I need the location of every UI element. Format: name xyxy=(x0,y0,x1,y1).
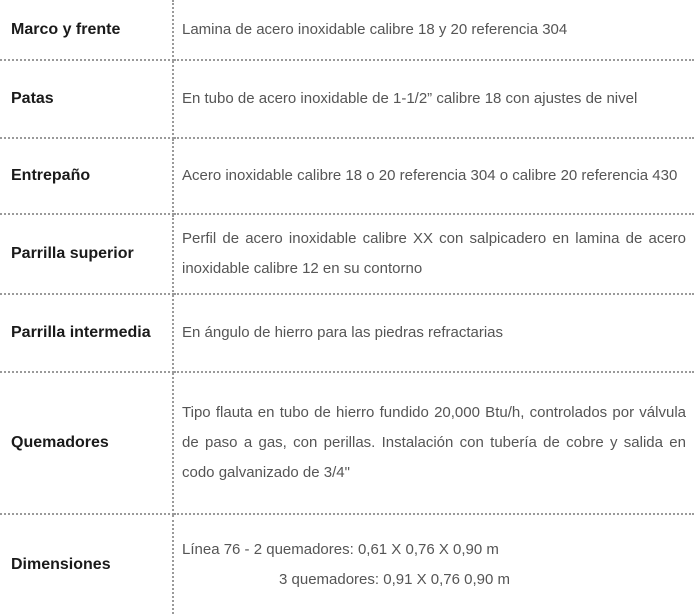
spec-row-quemadores xyxy=(0,372,694,514)
spec-label: Parrilla intermedia xyxy=(0,294,173,372)
spec-value-line: Lamina de acero inoxidable calibre 18 y 20 referencia 304 xyxy=(182,20,568,38)
spec-value-line: Tipo flauta en tubo de hierro fundido 20,000 Btu/h, controlados por válvula de paso a gas, con perillas. Instalación con tubería de cobre y salida en codo galvanizado de 3/4" xyxy=(182,404,686,481)
spec-value-line: Perfil de acero inoxidable calibre XX con salpicadero en lamina de acero inoxidable calibre 12 en su contorno xyxy=(182,230,686,277)
spec-label: Entrepaño xyxy=(0,138,173,214)
spec-value-line: 3 quemadores: 0,91 X 0,76 0,90 m xyxy=(279,570,510,588)
spec-value xyxy=(173,138,694,214)
spec-value-line: En ángulo de hierro para las piedras refractarias xyxy=(182,324,504,341)
spec-value xyxy=(173,214,694,294)
spec-value-line: Línea 76 - 2 quemadores: 0,61 X 0,76 X 0,90 m xyxy=(182,540,499,558)
spec-label: Patas xyxy=(0,60,173,138)
spec-label: Quemadores xyxy=(0,372,173,514)
spec-value-line: Acero inoxidable calibre 18 o 20 referencia 304 o calibre 20 referencia 430 xyxy=(182,167,678,184)
spec-label: Dimensiones xyxy=(0,514,173,614)
spec-row-marco-y-frente xyxy=(0,0,694,60)
spec-value xyxy=(173,514,694,614)
spec-row-entrepano xyxy=(0,138,694,214)
spec-value xyxy=(173,294,694,372)
spec-row-parrilla-superior xyxy=(0,214,694,294)
spec-row-dimensiones xyxy=(0,514,694,614)
spec-label: Parrilla superior xyxy=(0,214,173,294)
spec-row-parrilla-intermedia xyxy=(0,294,694,372)
spec-value-line: En tubo de acero inoxidable de 1-1/2” calibre 18 con ajustes de nivel xyxy=(182,90,638,107)
spec-row-patas xyxy=(0,60,694,138)
spec-label: Marco y frente xyxy=(0,0,173,60)
spec-value xyxy=(173,60,694,138)
spec-value xyxy=(173,372,694,514)
spec-value xyxy=(173,0,694,60)
